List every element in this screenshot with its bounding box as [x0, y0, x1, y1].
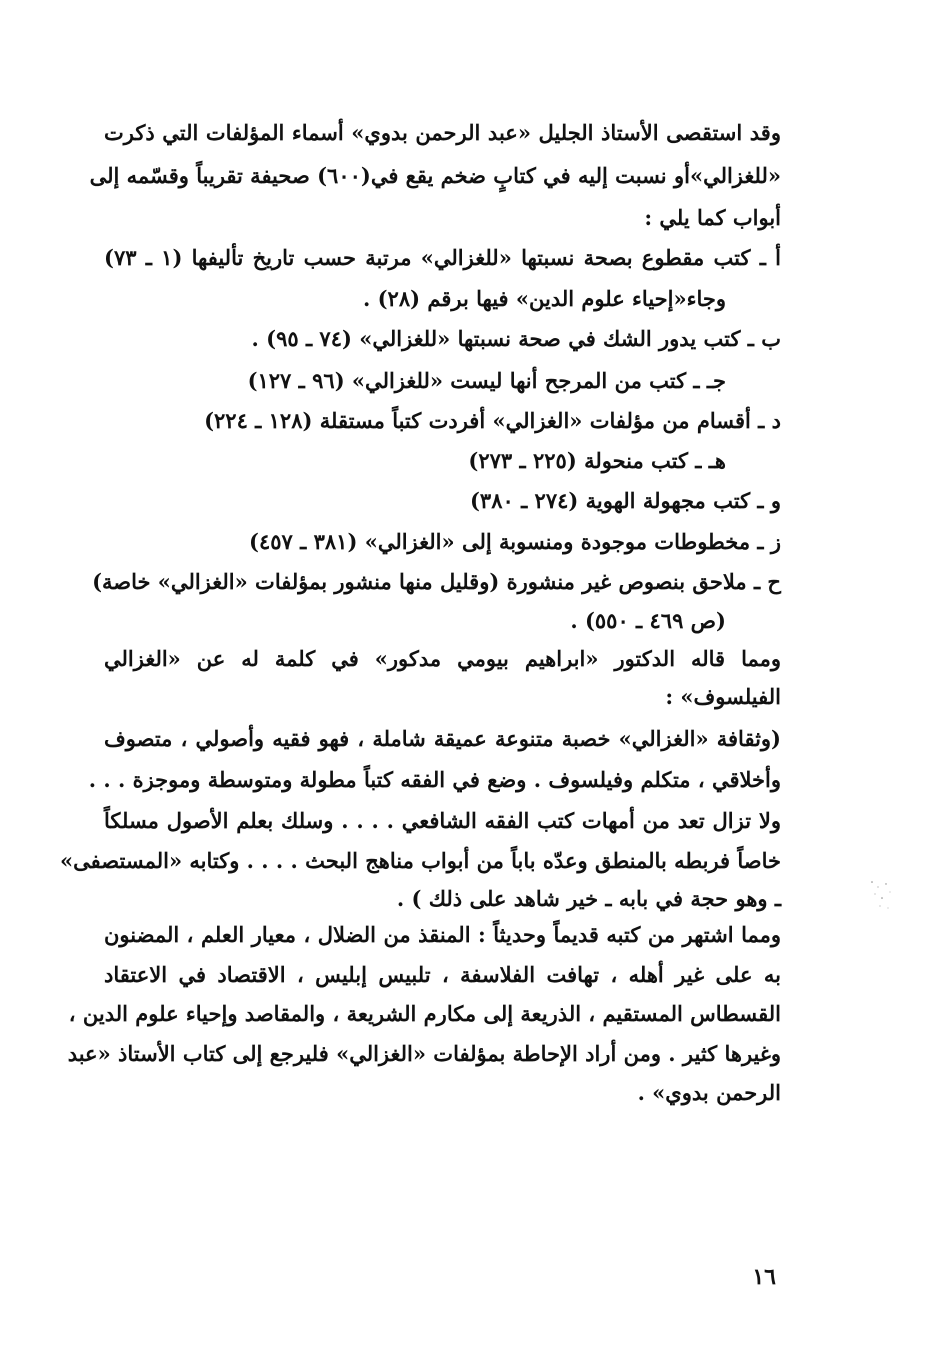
list-item-dal: د ـ أقسام من مؤلفات «الغزالي» أفردت كتباً مستقلة (١٢٨ ـ ٢٢٤) — [204, 408, 781, 433]
list-item-ha: هـ ـ كتب منحولة (٢٢٥ ـ ٢٧٣) — [468, 448, 726, 473]
text-line: أبواب كما يلي : — [644, 205, 781, 230]
list-item-alif-continuation: وجاء«إحياء علوم الدين» فيها برقم (٢٨) . — [362, 286, 726, 311]
list-item-ha2-continuation: (ص ٤٦٩ ـ ٥٥٠) . — [570, 608, 726, 633]
list-item-ha2: ح ـ ملاحق بنصوص غير منشورة (وقليل منها منشور بمؤلفات «الغزالي» خاصة) — [92, 569, 781, 594]
text-line: ومما قاله الدكتور «ابراهيم بيومي مدكور» في كلمة له عن «الغزالي — [104, 646, 781, 671]
quote-line: وأخلاقي ، متكلم وفيلسوف . وضع في الفقه كتباً مطولة ومتوسطة وموجزة . . . — [88, 767, 781, 792]
text-line: وغيرها كثير . ومن أراد الإحاطة بمؤلفات «الغزالي» فليرجع إلى كتاب الأستاذ «عبد — [67, 1041, 781, 1066]
text-line: الفيلسوف» : — [665, 684, 781, 709]
list-item-ba: ب ـ كتب يدور الشك في صحة نسبتها «للغزالي» (٧٤ ـ ٩٥) . — [251, 326, 781, 351]
text-line: القسطاس المستقيم ، الذريعة إلى مكارم الشريعة ، والمقاصد وإحياء علوم الدين ، — [68, 1001, 781, 1026]
page-number: ١٦ — [752, 1264, 776, 1290]
quote-line: ولا تزال تعد من أمهات كتب الفقه الشافعي . . . . وسلك بعلم الأصول مسلكاً — [104, 808, 781, 833]
list-item-alif: أ ـ كتب مقطوع بصحة نسبتها «للغزالي» مرتبة حسب تاريخ تأليفها (١ ـ ٧٣) — [104, 245, 781, 270]
text-line: «للغزالي»أو نسبت إليه في كتابٍ ضخم يقع في(٦٠٠) صحيفة تقريباً وقسّمه إلى — [89, 163, 781, 188]
text-line: الرحمن بدوي» . — [637, 1080, 781, 1105]
quote-line: (وثقافة «الغزالي» خصبة متنوعة عميقة شاملة ، فهو فقيه وأصولي ، متصوف — [104, 726, 781, 751]
quote-line: ـ وهو حجة في بابه ـ خير شاهد على ذلك ) . — [396, 886, 781, 911]
list-item-jim: جـ ـ كتب من المرجح أنها ليست «للغزالي» (٩٦ ـ ١٢٧) — [247, 368, 726, 393]
list-item-waw: و ـ كتب مجهولة الهوية (٢٧٤ ـ ٣٨٠) — [469, 488, 781, 513]
text-line: ومما اشتهر من كتبه قديماً وحديثاً : المنقذ من الضلال ، معيار العلم ، المضنون — [104, 922, 781, 947]
scan-speckle-decoration — [866, 878, 906, 918]
list-item-zay: ز ـ مخطوطات موجودة ومنسوبة إلى «الغزالي» (٣٨١ ـ ٤٥٧) — [249, 529, 781, 554]
quote-line: خاصاً فربطه بالمنطق وعدّه باباً من أبواب مناهج البحث . . . . وكتابه «المستصفى» — [60, 848, 781, 873]
text-line: وقد استقصى الأستاذ الجليل «عبد الرحمن بدوي» أسماء المؤلفات التي ذكرت — [104, 120, 781, 145]
text-line: به على غير أهله ، تهافت الفلاسفة ، تلبيس إبليس ، الاقتصاد في الاعتقاد — [104, 962, 781, 987]
